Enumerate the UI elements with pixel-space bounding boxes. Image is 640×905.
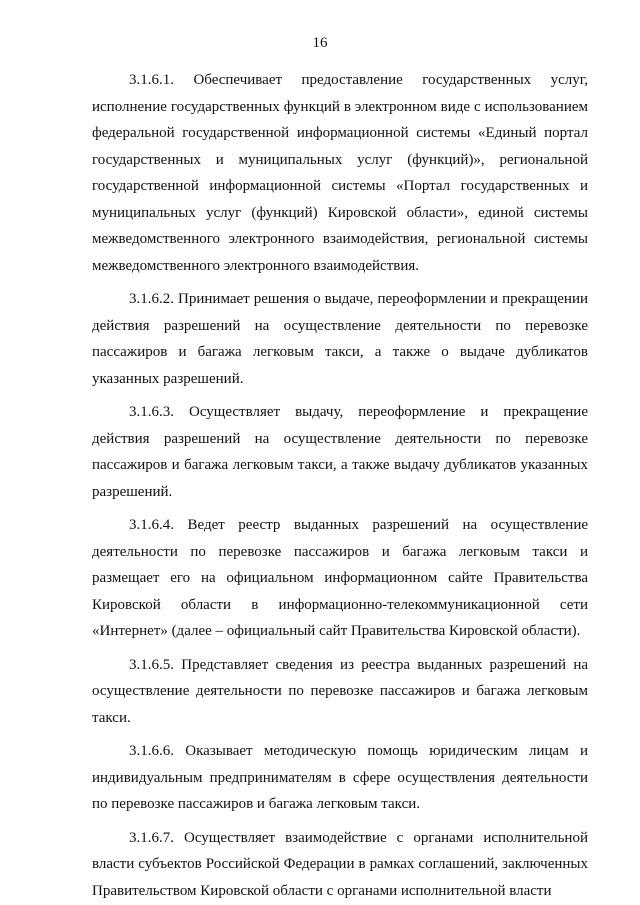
- paragraph-3-1-6-1: 3.1.6.1. Обеспечивает предоставление государственных услуг, исполнение государственных функций в электронном виде с использованием федеральной государственной информационной системы «Единый портал государственных и муниципальных услуг (функций)», региональной государственной информационной системы «Портал государственных и муниципальных услуг (функций) Кировской области», единой системы межведомственного электронного взаимодействия, региональной системы межведомственного электронного взаимодействия.: [92, 72, 588, 274]
- page-number: 16: [312, 35, 328, 51]
- paragraph-3-1-6-2: 3.1.6.2. Принимает решения о выдаче, переоформлении и прекращении действия разрешений на осуществление деятельности по перевозке пассажиров и багажа легковым такси, а также о выдаче дубликатов указанных разрешений.: [92, 291, 588, 387]
- paragraph-3-1-6-7: 3.1.6.7. Осуществляет взаимодействие с органами исполнительной власти субъектов Российской Федерации в рамках соглашений, заключенных Правительством Кировской области с органами исполнительной власти: [92, 829, 588, 899]
- paragraph-3-1-6-3: 3.1.6.3. Осуществляет выдачу, переоформление и прекращение действия разрешений на осуществление деятельности по перевозке пассажиров и багажа легковым такси, а также выдачу дубликатов указанных разрешений.: [92, 404, 588, 500]
- paragraph-3-1-6-4: 3.1.6.4. Ведет реестр выданных разрешений на осуществление деятельности по перевозке пассажиров и багажа легковым такси и размещает его на официальном информационном сайте Правительства Кировской области в информационно-телекоммуникационной сети «Интернет» (далее – официальный сайт Правительства Кировской области).: [92, 517, 588, 639]
- paragraph-3-1-6-6: 3.1.6.6. Оказывает методическую помощь юридическим лицам и индивидуальным предпринимателям в сфере осуществления деятельности по перевозке пассажиров и багажа легковым такси.: [92, 743, 588, 812]
- paragraph-3-1-6-5: 3.1.6.5. Представляет сведения из реестра выданных разрешений на осуществление деятельности по перевозке пассажиров и багажа легковым такси.: [92, 656, 588, 726]
- document-body: [92, 67, 588, 904]
